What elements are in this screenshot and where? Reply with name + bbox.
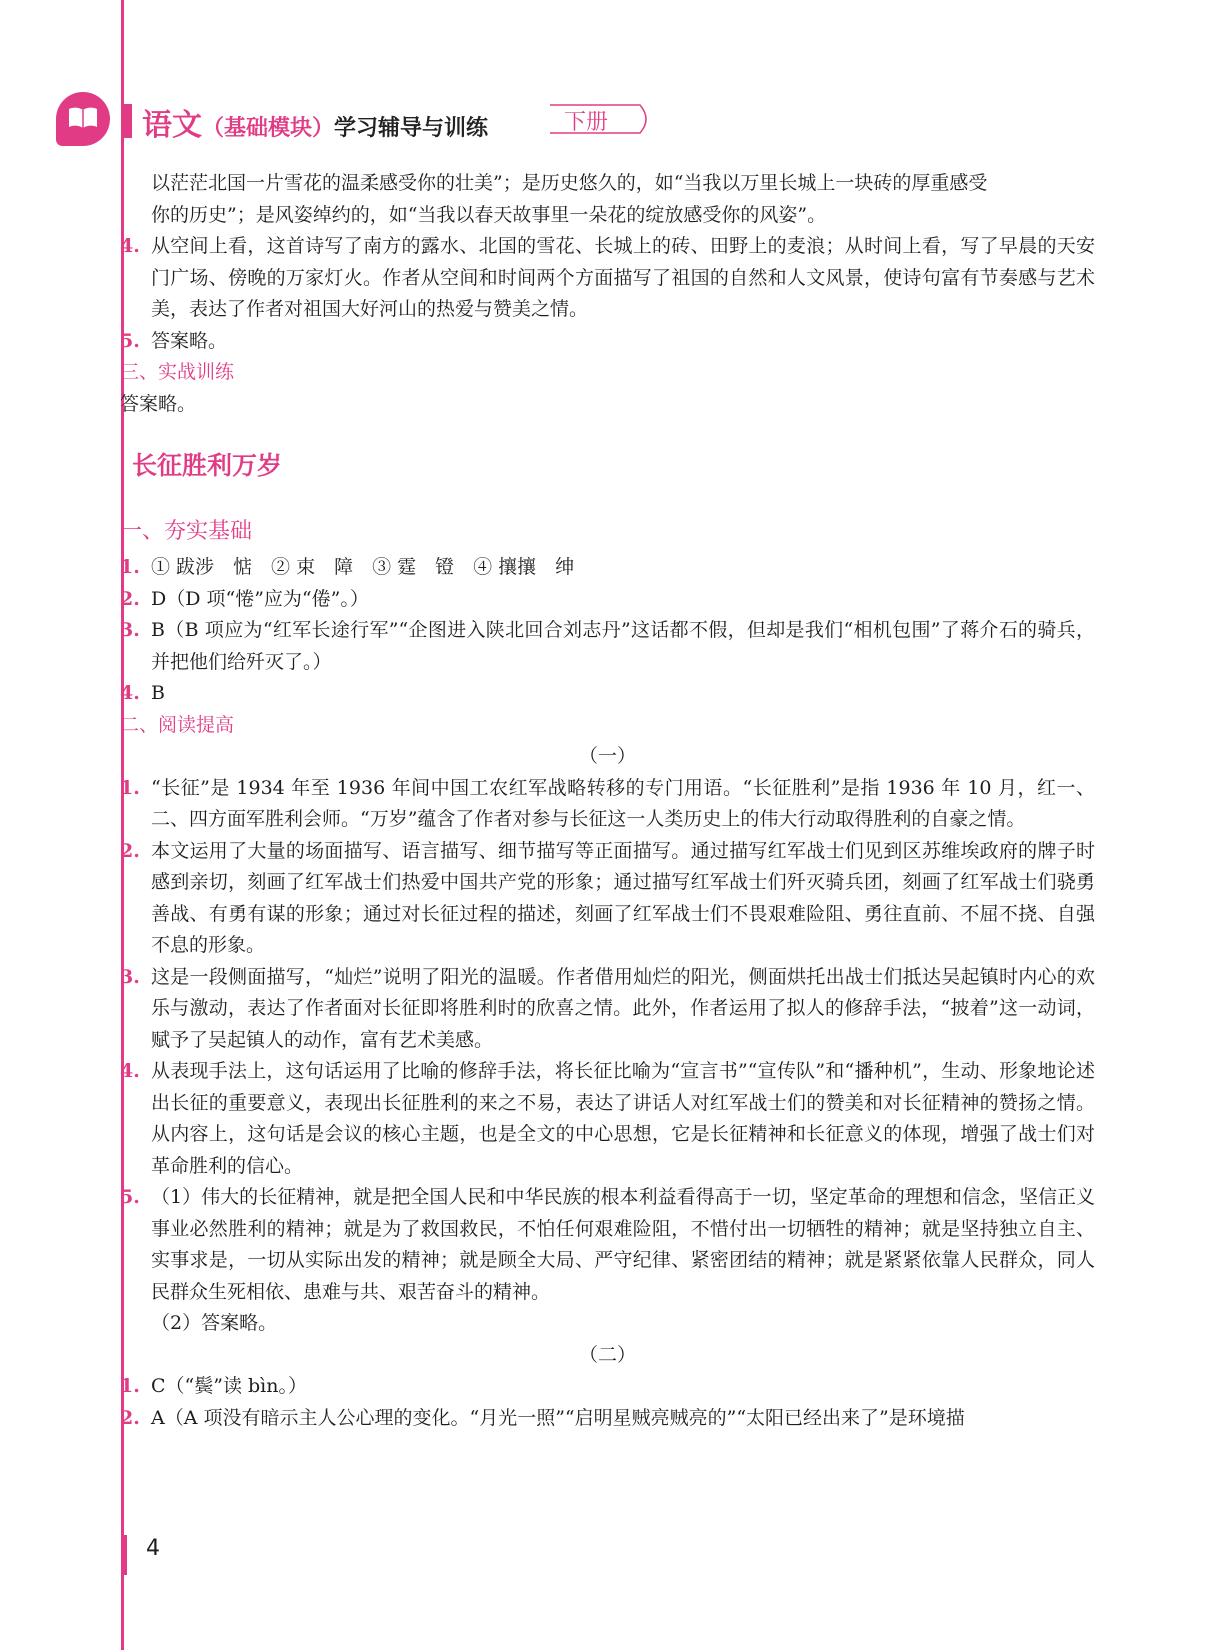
- item-text: （1）伟大的长征精神，就是把全国人民和中华民族的根本利益看得高于一切，坚定革命的理想和信念，坚信正义事业必然胜利的精神；就是为了救国救民，不怕任何艰难险阻，不惜付出一切牺牲的精神；就是坚持独立自主、实事求是，一切从实际出发的精神；就是顾全大局、严守纪律、紧密团结的精神；就是紧紧依靠人民群众，同人民群众生死相依、患难与共、艰苦奋斗的精神。: [151, 1186, 1095, 1303]
- item-text: B（B 项应为“红军长途行军”“企图进入陕北回合刘志丹”这话都不假，但却是我们“相机包围”了蒋介石的骑兵，并把他们给歼灭了。）: [151, 619, 1095, 673]
- article-title: 长征胜利万岁: [132, 451, 283, 480]
- running-header: [56, 92, 756, 152]
- item-text: C（“鬓”读 bìn。）: [151, 1375, 307, 1397]
- section-heading-practice: 三、实战训练: [120, 361, 235, 383]
- volume-label: 下册: [564, 110, 609, 135]
- item-text: B: [151, 682, 165, 704]
- continued-line-2: 你的历史”；是风姿绰约的，如“当我以春天故事里一朵花的绽放感受你的风姿”。: [151, 203, 827, 226]
- reading-answer-list-1: [120, 773, 1095, 1309]
- answer-item: [120, 678, 1095, 710]
- page-number: 4: [146, 1536, 160, 1561]
- answer-item: [120, 1403, 1095, 1435]
- book-icon: [56, 92, 110, 146]
- item-number: 1.: [120, 1375, 140, 1397]
- item-text: 从空间上看，这首诗写了南方的露水、北国的雪花、长城上的砖、田野上的麦浪；从时间上看，写了早晨的天安门广场、傍晚的万家灯火。作者从空间和时间两个方面描写了祖国的自然和人文风景，使诗句富有节奏感与艺术美，表达了作者对祖国大好河山的热爱与赞美之情。: [151, 235, 1095, 320]
- item-number: 3.: [120, 619, 140, 641]
- item-text: “长征”是 1934 年至 1936 年间中国工农红军战略转移的专门用语。“长征胜利”是指 1936 年 10 月，红一、二、四方面军胜利会师。“万岁”蕴含了作者对参与长征这一人类历史上的伟大行动取得胜利的自豪之情。: [151, 776, 1095, 830]
- book-title: [142, 100, 488, 144]
- answer-item: [120, 231, 1095, 326]
- item-number: 4.: [120, 682, 140, 704]
- answer-item: [120, 1182, 1095, 1308]
- book-title-main: 语文: [142, 108, 202, 143]
- basics-answer-list: [120, 552, 1095, 710]
- item-number: 2.: [120, 587, 140, 610]
- item-text: D（D 项“惓”应为“倦”。）: [151, 587, 369, 610]
- item-number: 3.: [120, 965, 140, 988]
- item-text: 这是一段侧面描写，“灿烂”说明了阳光的温暖。作者借用灿烂的阳光，侧面烘托出战士们抵达吴起镇时内心的欢乐与激动，表达了作者面对长征即将胜利时的欣喜之情。此外，作者运用了拟人的修辞手法，“披着”这一动词，赋予了吴起镇人的动作，富有艺术美感。: [151, 965, 1095, 1051]
- item-number: 4.: [120, 1060, 140, 1082]
- practice-answer: 答案略。: [120, 392, 197, 415]
- item-number: 1.: [120, 776, 140, 799]
- answer-item: [120, 962, 1095, 1057]
- book-title-rest: 学习辅导与训练: [334, 116, 489, 141]
- answer-item: [120, 552, 1095, 584]
- item-text: A（A 项没有暗示主人公心理的变化。“月光一照”“启明星贼亮贼亮的”“太阳已经出来了”是环境描: [151, 1406, 965, 1429]
- answer-item: [120, 584, 1095, 616]
- item-number: 5.: [120, 329, 140, 352]
- item-text: ① 跋涉 惦 ② 束 障 ③ 霆 镫 ④ 攘攘 绅: [151, 556, 575, 578]
- answer-item: [120, 615, 1095, 678]
- volume-tag: [540, 99, 660, 139]
- item-text: 本文运用了大量的场面描写、语言描写、细节描写等正面描写。通过描写红军战士们见到区苏维埃政府的牌子时感到亲切，刻画了红军战士们热爱中国共产党的形象；通过描写红军战士们歼灭骑兵团，刻画了红军战士们骁勇善战、有勇有谋的形象；通过对长征过程的描述，刻画了红军战士们不畏艰难险阻、勇往直前、不屈不挠、自强不息的形象。: [151, 839, 1095, 956]
- book-title-paren: （基础模块）: [202, 116, 335, 141]
- answer-item: [120, 836, 1095, 962]
- section-heading-basics: 一、夯实基础: [120, 519, 253, 544]
- answer-item: [120, 1371, 1095, 1403]
- item-number: 5.: [120, 1186, 140, 1208]
- item-number: 4.: [120, 235, 140, 257]
- answer-item: [120, 1056, 1095, 1182]
- part-label-2: （二）: [578, 1343, 636, 1366]
- continued-line-1: 以茫茫北国一片雪花的温柔感受你的壮美”；是历史悠久的，如“当我以万里长城上一块砖的厚重感受: [151, 172, 988, 194]
- item-text: 答案略。: [151, 329, 228, 352]
- page-content: [120, 168, 1095, 1434]
- item-number: 2.: [120, 839, 140, 862]
- item-number: 1.: [120, 556, 140, 578]
- answer-item: [120, 773, 1095, 836]
- item-text: 从表现手法上，这句话运用了比喻的修辞手法，将长征比喻为“宣言书”“宣传队”和“播种机”，生动、形象地论述出长征的重要意义，表现出长征胜利的来之不易，表达了讲话人对红军战士们的赞美和对长征精神的赞扬之情。从内容上，这句话是会议的核心主题，也是全文的中心思想，它是长征精神和长征意义的体现，增强了战士们对革命胜利的信心。: [151, 1060, 1095, 1177]
- part-label-1: （一）: [578, 745, 636, 767]
- item-number: 2.: [120, 1406, 140, 1429]
- page-number-bar: [121, 1535, 127, 1575]
- reading-answer-list-2: [120, 1371, 1095, 1434]
- answer-item: [120, 326, 1095, 358]
- sub-answer: （2）答案略。: [151, 1312, 278, 1334]
- section-heading-reading: 二、阅读提高: [120, 713, 235, 736]
- header-bar: [124, 104, 132, 138]
